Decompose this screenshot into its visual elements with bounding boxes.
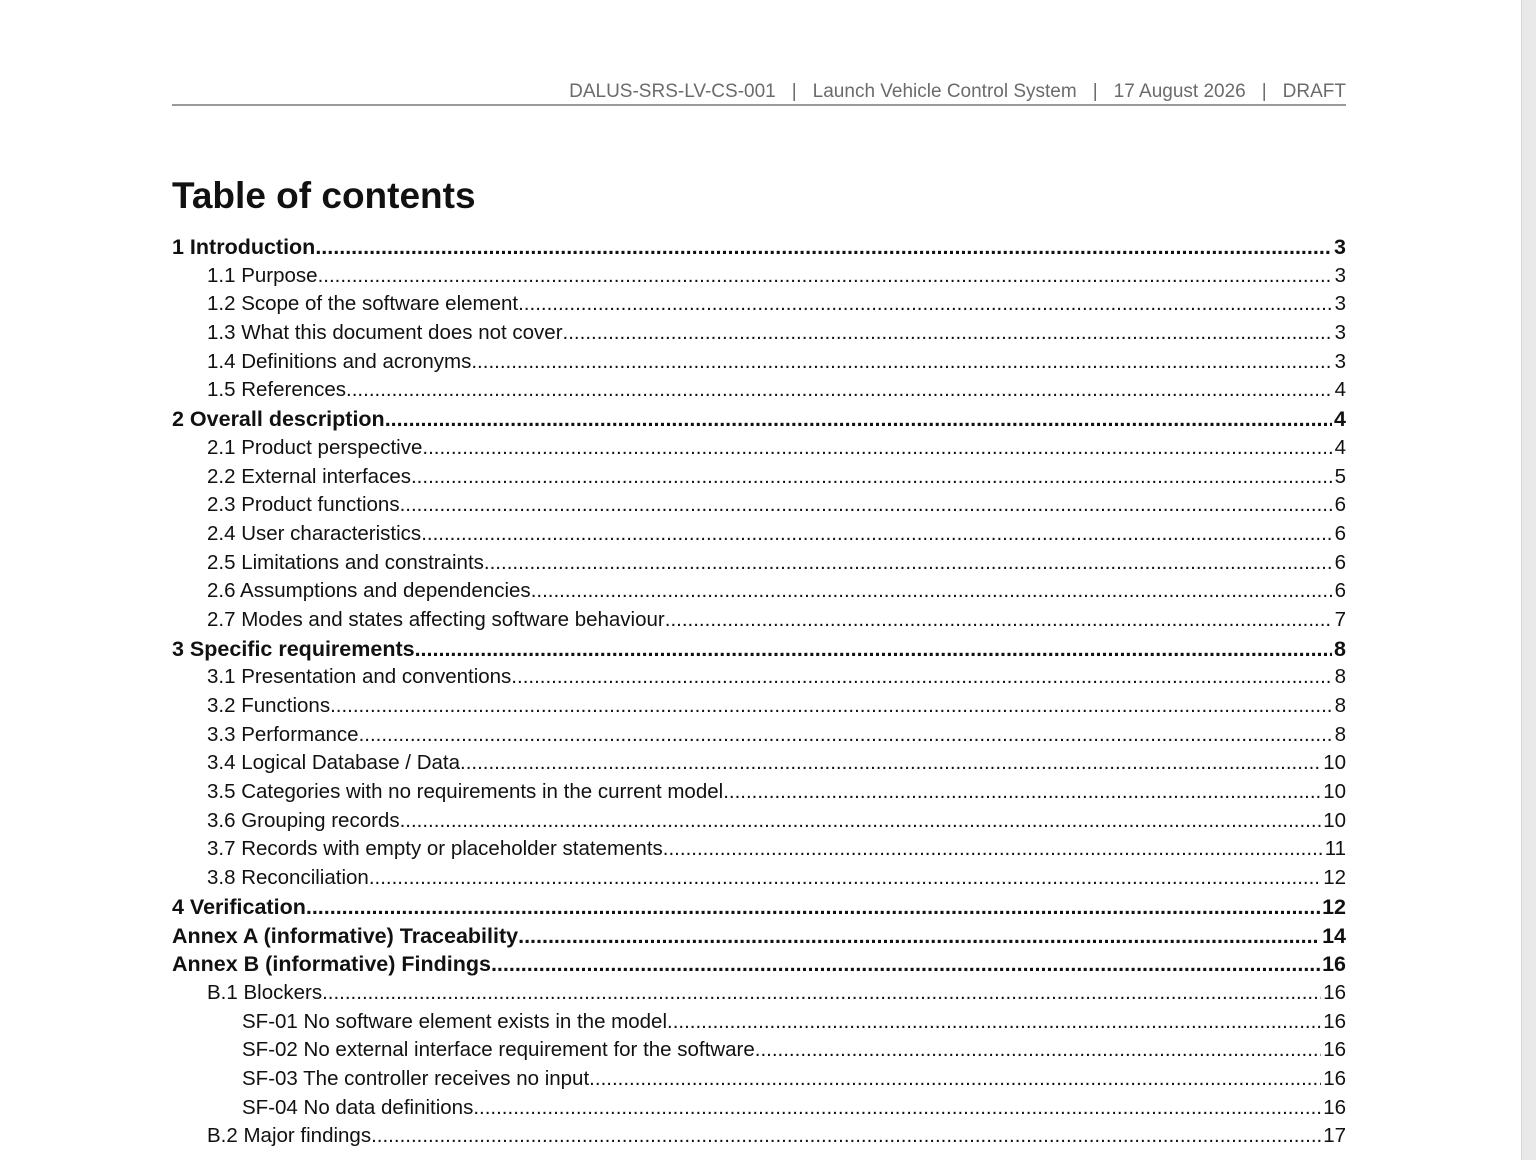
toc-entry-title[interactable]: SF-02 No external interface requirement for the software	[242, 1038, 755, 1062]
toc-page-number[interactable]: 12	[1323, 866, 1346, 890]
header-separator: |	[791, 81, 797, 102]
toc-dot-leader	[385, 405, 1332, 434]
header-separator: |	[1261, 81, 1267, 102]
toc-entry-title[interactable]: 3.5 Categories with no requirements in the current model	[207, 780, 724, 804]
toc-entry[interactable]	[172, 979, 1346, 1008]
header-separator: |	[1092, 81, 1098, 102]
toc-list	[172, 233, 1346, 1151]
toc-dot-leader	[667, 1008, 1321, 1037]
toc-dot-leader	[369, 864, 1321, 893]
toc-dot-leader	[400, 491, 1333, 520]
toc-dot-leader	[415, 635, 1332, 664]
toc-entry[interactable]	[172, 233, 1346, 262]
header-date: 17 August 2026	[1113, 81, 1246, 102]
toc-entry[interactable]	[172, 635, 1346, 664]
toc-entry[interactable]	[172, 1008, 1346, 1037]
toc-dot-leader	[471, 348, 1332, 377]
toc-page-number[interactable]: 5	[1334, 464, 1346, 488]
toc-dot-leader	[663, 835, 1323, 864]
toc-dot-leader	[511, 663, 1332, 692]
header-doc-id: DALUS-SRS-LV-CS-001	[569, 81, 776, 102]
toc-page-number[interactable]: 16	[1323, 1038, 1346, 1062]
toc-entry-title[interactable]: Annex A (informative) Traceability	[172, 923, 519, 948]
toc-entry[interactable]	[172, 319, 1346, 348]
toc-page-number[interactable]: 6	[1334, 521, 1346, 545]
header-system-name: Launch Vehicle Control System	[812, 81, 1077, 102]
toc-page-number[interactable]: 6	[1334, 579, 1346, 603]
toc-entry-title[interactable]: 3.8 Reconciliation	[207, 866, 369, 890]
toc-dot-leader	[484, 549, 1333, 578]
toc-entry-title[interactable]: 3.6 Grouping records	[207, 808, 400, 832]
toc-page-number[interactable]: 16	[1323, 1095, 1346, 1119]
toc-entry[interactable]	[172, 577, 1346, 606]
toc-page-number[interactable]: 8	[1334, 665, 1346, 689]
toc-dot-leader	[315, 233, 1332, 262]
toc-entry-title[interactable]: 2.2 External interfaces	[207, 464, 411, 488]
toc-dot-leader	[491, 950, 1320, 979]
toc-dot-leader	[421, 520, 1332, 549]
toc-entry-title[interactable]: 2.5 Limitations and constraints	[207, 550, 484, 574]
toc-entry[interactable]	[172, 864, 1346, 893]
running-header	[172, 81, 1346, 106]
toc-page-number[interactable]: 6	[1334, 550, 1346, 574]
toc-entry-title[interactable]: 3.3 Performance	[207, 722, 359, 746]
page-edge-shadow	[1521, 0, 1536, 1160]
toc-entry[interactable]	[172, 376, 1346, 405]
toc-page-number[interactable]: 11	[1324, 837, 1346, 861]
toc-entry-title[interactable]: B.2 Major findings	[207, 1124, 372, 1148]
toc-page-number[interactable]: 4	[1334, 407, 1346, 432]
toc-entry[interactable]	[172, 749, 1346, 778]
toc-entry-title[interactable]: 1.5 References	[207, 378, 347, 402]
toc-entry[interactable]	[172, 549, 1346, 578]
toc-dot-leader	[322, 979, 1321, 1008]
toc-entry-title[interactable]: SF-04 No data definitions	[242, 1095, 474, 1119]
toc-dot-leader	[518, 922, 1320, 951]
toc-dot-leader	[411, 463, 1333, 492]
toc-entry[interactable]	[172, 262, 1346, 291]
toc-entry[interactable]	[172, 348, 1346, 377]
toc-dot-leader	[589, 1065, 1321, 1094]
toc-page-number[interactable]: 3	[1334, 349, 1346, 373]
toc-entry[interactable]	[172, 463, 1346, 492]
toc-entry-title[interactable]: 3.4 Logical Database / Data	[207, 751, 460, 775]
toc-entry-title[interactable]: 3.7 Records with empty or placeholder statements	[207, 837, 663, 861]
toc-page-number[interactable]: 8	[1334, 722, 1346, 746]
toc-page-number[interactable]: 10	[1323, 780, 1346, 804]
toc-dot-leader	[371, 1122, 1321, 1151]
toc-entry[interactable]	[172, 721, 1346, 750]
toc-entry-title[interactable]: SF-03 The controller receives no input	[242, 1066, 590, 1090]
toc-dot-leader	[422, 434, 1332, 463]
toc-entry-title[interactable]: 1.4 Definitions and acronyms	[207, 349, 472, 373]
toc-entry-title[interactable]: 1.1 Purpose	[207, 263, 318, 287]
toc-dot-leader	[359, 721, 1333, 750]
toc-entry-title[interactable]: 3 Specific requirements	[172, 636, 415, 661]
toc-entry[interactable]	[172, 692, 1346, 721]
toc-entry[interactable]	[172, 1122, 1346, 1151]
toc-page-number[interactable]: 6	[1334, 493, 1346, 517]
toc-entry-title[interactable]: Annex B (informative) Findings	[172, 952, 491, 977]
toc-dot-leader	[460, 749, 1321, 778]
toc-page-number[interactable]: 4	[1334, 435, 1346, 459]
toc-entry[interactable]	[172, 922, 1346, 951]
toc-dot-leader	[473, 1094, 1321, 1123]
toc-entry-title[interactable]: SF-01 No software element exists in the model	[242, 1009, 667, 1033]
toc-dot-leader	[306, 893, 1320, 922]
toc-entry[interactable]	[172, 290, 1346, 319]
toc-entry-title[interactable]: 4 Verification	[172, 894, 306, 919]
toc-entry-title[interactable]: 3.1 Presentation and conventions	[207, 665, 512, 689]
toc-entry-title[interactable]: 2.7 Modes and states affecting software behaviour	[207, 607, 665, 631]
toc-dot-leader	[563, 319, 1333, 348]
toc-entry[interactable]	[172, 663, 1346, 692]
toc-dot-leader	[755, 1036, 1321, 1065]
toc-page-number[interactable]: 7	[1334, 607, 1346, 631]
toc-entry[interactable]	[172, 1065, 1346, 1094]
toc-page-number[interactable]: 16	[1323, 1009, 1346, 1033]
toc-page-number[interactable]: 16	[1322, 952, 1346, 977]
toc-entry-title[interactable]: 1.3 What this document does not cover	[207, 321, 563, 345]
toc-page-number[interactable]: 10	[1323, 751, 1346, 775]
toc-page-number[interactable]: 3	[1334, 235, 1346, 259]
toc-dot-leader	[330, 692, 1333, 721]
toc-entry-title[interactable]: 2.6 Assumptions and dependencies	[207, 579, 531, 603]
toc-entry[interactable]	[172, 778, 1346, 807]
toc-page-number[interactable]: 3	[1334, 321, 1346, 345]
toc-entry[interactable]	[172, 491, 1346, 520]
toc-entry[interactable]	[172, 434, 1346, 463]
toc-dot-leader	[318, 262, 1333, 291]
toc-entry[interactable]	[172, 1036, 1346, 1065]
toc-page-number[interactable]: 8	[1334, 636, 1346, 661]
toc-entry[interactable]	[172, 835, 1346, 864]
toc-entry-title[interactable]: 2.1 Product perspective	[207, 435, 423, 459]
toc-entry[interactable]	[172, 893, 1346, 922]
toc-page-number[interactable]: 14	[1322, 923, 1346, 948]
header-status: DRAFT	[1282, 81, 1346, 102]
toc-entry[interactable]	[172, 405, 1346, 434]
toc-title: Table of contents	[172, 175, 476, 216]
toc-entry-title[interactable]: 2.4 User characteristics	[207, 521, 422, 545]
toc-page-number[interactable]: 3	[1334, 292, 1346, 316]
toc-entry[interactable]	[172, 950, 1346, 979]
toc-page-number[interactable]: 10	[1323, 808, 1346, 832]
toc-entry-title[interactable]: 2 Overall description	[172, 407, 385, 432]
toc-entry-title[interactable]: 3.2 Functions	[207, 694, 331, 717]
toc-dot-leader	[400, 807, 1322, 836]
toc-page-number[interactable]: 8	[1334, 694, 1346, 717]
toc-entry[interactable]	[172, 606, 1346, 635]
toc-page-number[interactable]: 16	[1323, 980, 1346, 1004]
toc-dot-leader	[518, 290, 1332, 319]
toc-page-number[interactable]: 3	[1334, 263, 1346, 287]
toc-page-number[interactable]: 12	[1322, 894, 1346, 919]
toc-entry-title[interactable]: 2.3 Product functions	[207, 493, 400, 517]
toc-page-number[interactable]: 16	[1323, 1066, 1346, 1090]
toc-dot-leader	[723, 778, 1321, 807]
toc-page-number[interactable]: 17	[1323, 1124, 1346, 1148]
toc-entry[interactable]	[172, 520, 1346, 549]
toc-dot-leader	[665, 606, 1333, 635]
toc-page-number[interactable]: 4	[1334, 378, 1346, 402]
toc-entry-title[interactable]: B.1 Blockers	[207, 980, 323, 1004]
toc-entry[interactable]	[172, 807, 1346, 836]
toc-entry-title[interactable]: 1 Introduction	[172, 235, 316, 259]
toc-dot-leader	[531, 577, 1333, 606]
toc-dot-leader	[346, 376, 1333, 405]
toc-entry-title[interactable]: 1.2 Scope of the software element	[207, 292, 519, 316]
toc-entry[interactable]	[172, 1094, 1346, 1123]
